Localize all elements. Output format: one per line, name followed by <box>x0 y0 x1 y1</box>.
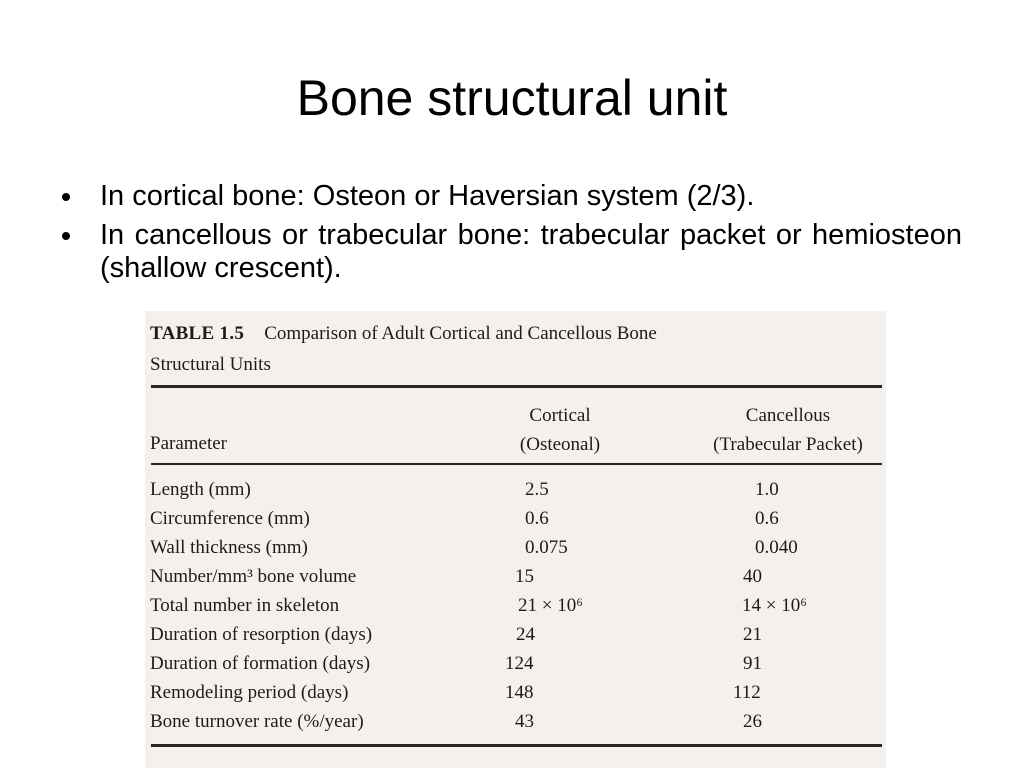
table-image <box>145 311 886 768</box>
cell-cancellous: 112 <box>733 682 761 703</box>
cell-cancellous: 40 <box>743 566 762 587</box>
cell-cortical: 148 <box>505 682 534 703</box>
cell-parameter: Bone turnover rate (%/year) <box>150 711 364 732</box>
cell-cortical: 15 <box>515 566 534 587</box>
cell-parameter: Total number in skeleton <box>150 595 340 616</box>
cell-parameter: Duration of formation (days) <box>150 653 371 674</box>
cell-cancellous: 0.6 <box>755 508 779 529</box>
table-label: TABLE 1.5 <box>150 323 245 344</box>
cell-parameter: Number/mm³ bone volume <box>150 566 357 587</box>
cell-cortical: 24 <box>516 624 535 645</box>
header-cortical-line2: (Osteonal) <box>519 434 601 455</box>
header-cancellous-line2: (Trabecular Packet) <box>713 434 863 455</box>
bullet-item <box>60 219 962 285</box>
cell-cancellous: 91 <box>743 653 762 674</box>
cell-parameter: Circumference (mm) <box>150 508 310 529</box>
header-parameter: Parameter <box>150 433 228 454</box>
table-title: Comparison of Adult Cortical and Cancellous Bone <box>264 323 657 344</box>
cell-cancellous: 26 <box>743 711 762 732</box>
table-caption-continued: Structural Units <box>150 354 271 375</box>
cell-cancellous: 1.0 <box>755 479 779 500</box>
cell-parameter: Duration of resorption (days) <box>150 624 373 645</box>
cell-cancellous: 0.040 <box>755 537 798 558</box>
table-caption <box>150 323 657 345</box>
table-row <box>145 504 886 533</box>
cell-cancellous: 21 <box>743 624 762 645</box>
cell-cortical: 0.6 <box>525 508 549 529</box>
table-bottom-rule <box>151 744 882 747</box>
header-cancellous-line1: Cancellous <box>745 405 831 426</box>
bullet-list <box>60 180 962 291</box>
table-row <box>145 620 886 649</box>
cell-parameter: Remodeling period (days) <box>150 682 349 703</box>
cell-parameter: Length (mm) <box>150 479 251 500</box>
bullet-dot-icon <box>62 193 70 201</box>
cell-cortical: 2.5 <box>525 479 549 500</box>
cell-cortical: 0.075 <box>525 537 568 558</box>
table-row <box>145 533 886 562</box>
table-row <box>145 591 886 620</box>
cell-cortical: 43 <box>515 711 534 732</box>
table-header-rule <box>151 463 882 465</box>
table-row <box>145 707 886 736</box>
table-top-rule <box>151 385 882 388</box>
cell-cortical: 124 <box>505 653 534 674</box>
header-cancellous <box>693 401 883 459</box>
table-row <box>145 649 886 678</box>
header-cortical-line1: Cortical <box>529 405 591 426</box>
bullet-dot-icon <box>62 232 70 240</box>
bullet-item <box>60 180 962 213</box>
table-row <box>145 475 886 504</box>
cell-cancellous: 14 × 10⁶ <box>742 595 807 616</box>
table-row <box>145 562 886 591</box>
slide-title: Bone structural unit <box>296 70 728 126</box>
cell-parameter: Wall thickness (mm) <box>150 537 308 558</box>
bullet-text: In cortical bone: Osteon or Haversian system (2/3). <box>100 180 755 212</box>
cell-cortical: 21 × 10⁶ <box>518 595 583 616</box>
table-row <box>145 678 886 707</box>
header-cortical <box>495 401 625 459</box>
bullet-text: In cancellous or trabecular bone: trabecular packet or hemiosteon (shallow crescent). <box>100 219 962 284</box>
